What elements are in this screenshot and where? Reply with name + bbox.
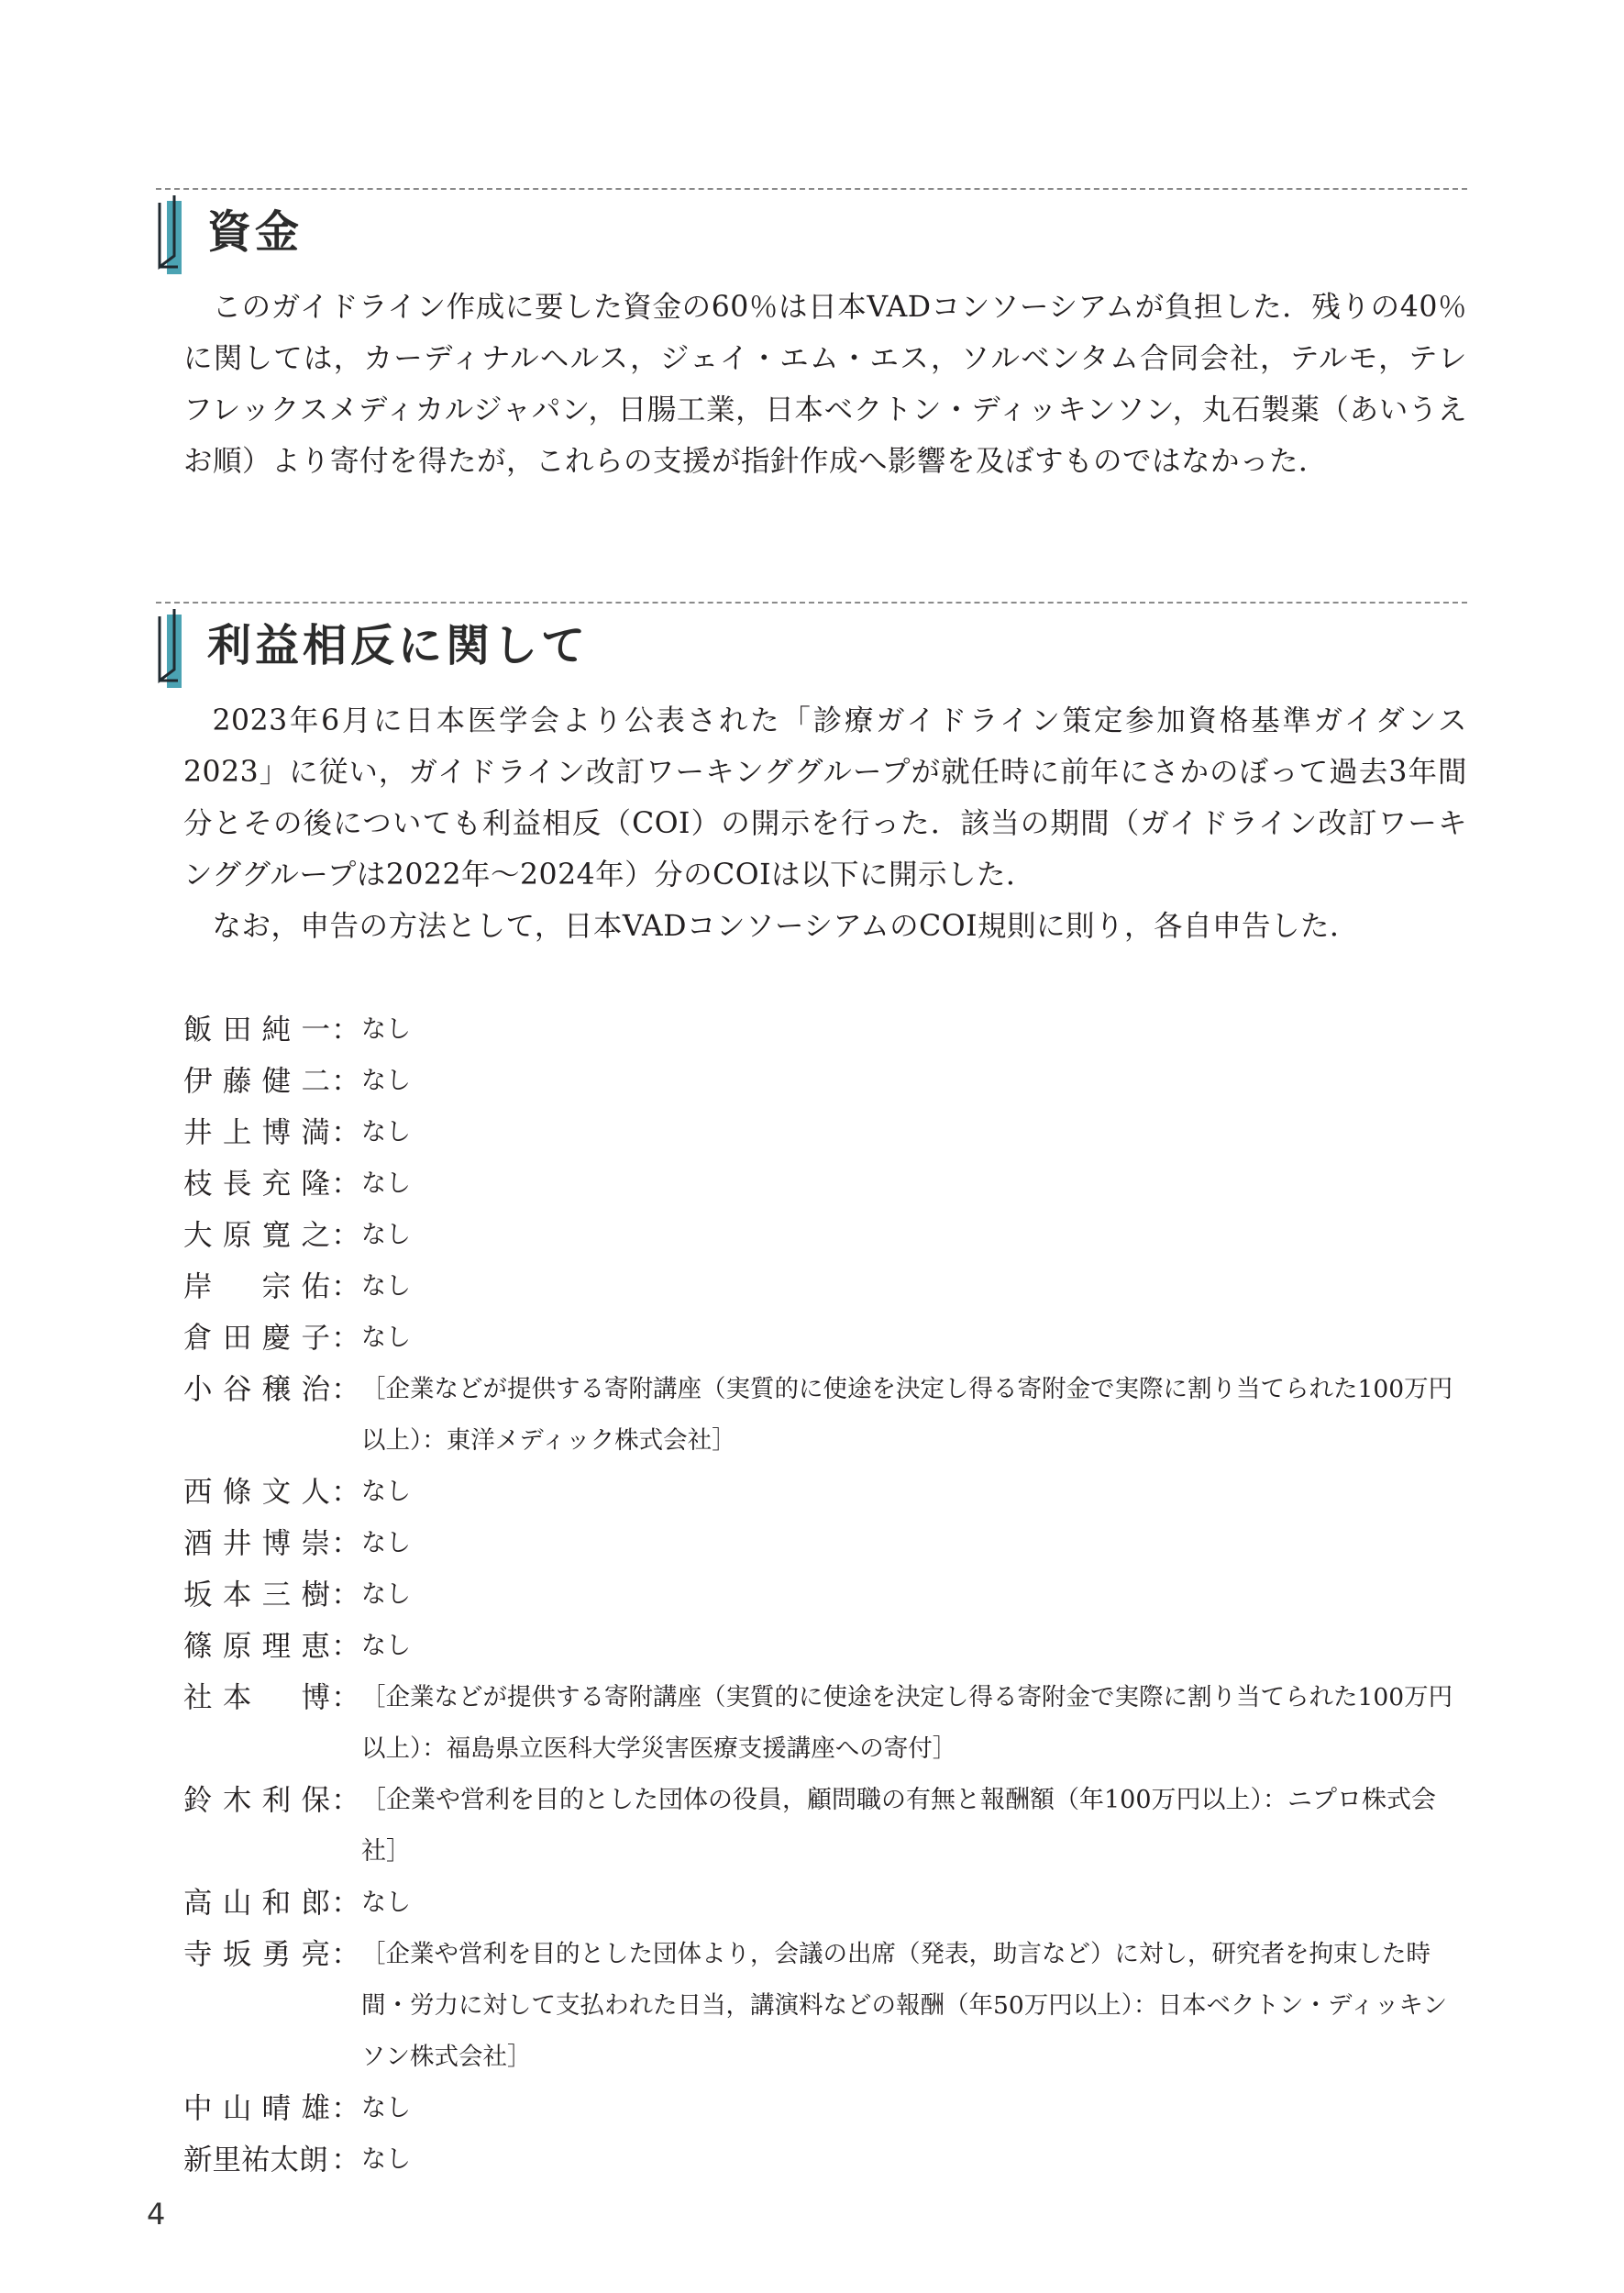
section-divider [156,188,1467,190]
funding-paragraph [183,282,1467,487]
coi-section [156,602,1467,987]
coi-colon: ： [331,1476,360,1509]
list-item [183,1210,1486,1261]
coi-value: なし [361,1169,411,1198]
coi-colon: ： [331,2092,360,2125]
heading-bracket-icon [156,609,183,688]
coi-name: 酒井博崇 [183,1527,330,1560]
coi-colon: ： [331,1219,360,1252]
coi-value: なし [361,2094,411,2122]
coi-value: なし [361,2145,411,2174]
coi-colon: ： [331,1322,360,1355]
coi-value: なし [361,1272,411,1301]
coi-colon: ： [331,1579,360,1612]
coi-value: なし [361,1889,411,1917]
coi-name: 倉田慶子 [183,1322,330,1355]
coi-value: なし [361,1015,411,1044]
coi-colon: ： [331,1065,360,1098]
coi-name: 高山和郎 [183,1887,330,1920]
coi-colon: ： [331,1784,360,1817]
coi-title: 利益相反に関して [207,620,590,671]
coi-value: なし [361,1580,411,1609]
list-item [183,2083,1486,2134]
coi-paragraph [183,695,1467,952]
list-item [183,1518,1486,1569]
list-item [183,1467,1486,1518]
coi-name: 社本 博 [183,1681,330,1714]
coi-name: 新里祐太朗 [183,2143,328,2177]
coi-colon: ： [331,1630,360,1663]
coi-name: 中山晴雄 [183,2092,330,2125]
coi-value: ［企業などが提供する寄附講座（実質的に使途を決定し得る寄附金で実際に割り当てられた100万円以上）：東洋メディック株式会社］ [361,1375,1453,1455]
coi-name: 坂本三樹 [183,1579,330,1612]
coi-value: なし [361,1478,411,1506]
coi-colon: ： [331,1373,360,1406]
funding-section [156,188,1467,518]
funding-title: 資金 [207,206,304,258]
list-item [183,1621,1486,1672]
coi-paragraph-1: 2023年6月に日本医学会より公表された「診療ガイドライン策定参加資格基準ガイダンス2023」に従い，ガイドライン改訂ワーキンググループが就任時に前年にさかのぼって過去3年間分とその後についても利益相反（COI）の開示を行った．該当の期間（ガイドライン改訂ワーキンググループは2022年～2024年）分のCOIは以下に開示した． [183,704,1467,892]
list-item [183,1775,1486,1878]
coi-name: 西條文人 [183,1476,330,1509]
coi-colon: ： [331,1270,360,1303]
coi-colon: ： [331,1887,360,1920]
list-item [183,2134,1486,2186]
coi-name: 岸 宗佑 [183,1270,330,1303]
list-item [183,1364,1486,1467]
coi-colon: ： [331,1168,360,1201]
coi-value: ［企業や営利を目的とした団体より，会議の出席（発表，助言など）に対し，研究者を拘束した時間・労力に対して支払われた日当，講演料などの報酬（年50万円以上）：日本ベクトン・ディッキンソン株式会社］ [361,1940,1448,2071]
coi-colon: ： [331,1938,360,1971]
coi-paragraph-2: なお，申告の方法として，日本VADコンソーシアムのCOI規則に則り，各自申告した． [212,910,1360,943]
coi-value: ［企業や営利を目的とした団体の役員，顧問職の有無と報酬額（年100万円以上）：ニプロ株式会社］ [361,1786,1437,1866]
coi-value: なし [361,1221,411,1249]
coi-colon: ： [331,2143,360,2177]
list-item [183,1672,1486,1775]
list-item [183,1313,1486,1364]
coi-value: なし [361,1632,411,1660]
coi-name: 枝長充隆 [183,1168,330,1201]
coi-colon: ： [331,1527,360,1560]
coi-name: 大原寛之 [183,1219,330,1252]
coi-value: なし [361,1324,411,1352]
coi-name: 井上博満 [183,1116,330,1149]
coi-name: 鈴木利保 [183,1784,330,1817]
coi-name: 伊藤健二 [183,1065,330,1098]
coi-value: ［企業などが提供する寄附講座（実質的に使途を決定し得る寄附金で実際に割り当てられた100万円以上）：福島県立医科大学災害医療支援講座への寄付］ [361,1683,1453,1763]
list-item [183,1261,1486,1313]
coi-name: 寺坂勇亮 [183,1938,330,1971]
list-item [183,1878,1486,1929]
list-item [183,1569,1486,1621]
coi-value: なし [361,1529,411,1557]
heading-bracket-icon [156,195,183,274]
page-number: 4 [147,2197,166,2232]
coi-colon: ： [331,1014,360,1047]
coi-value: なし [361,1118,411,1146]
list-item [183,1158,1486,1210]
coi-name: 飯田純一 [183,1014,330,1047]
coi-value: なし [361,1067,411,1095]
coi-name: 篠原理恵 [183,1630,330,1663]
list-item [183,1004,1486,1056]
list-item [183,1056,1486,1107]
section-divider [156,602,1467,604]
coi-colon: ： [331,1116,360,1149]
coi-colon: ： [331,1681,360,1714]
list-item [183,1929,1486,2083]
coi-list [183,1004,1486,2186]
list-item [183,1107,1486,1158]
funding-paragraph-text: このガイドライン作成に要した資金の60％は日本VADコンソーシアムが負担した．残りの40％に関しては，カーディナルヘルス，ジェイ・エム・エス，ソルベンタム合同会社，テルモ，テレフレックスメディカルジャパン，日腸工業，日本ベクトン・ディッキンソン，丸石製薬（あいうえお順）より寄付を得たが，これらの支援が指針作成へ影響を及ぼすものではなかった． [183,291,1467,478]
coi-name: 小谷穣治 [183,1373,330,1406]
